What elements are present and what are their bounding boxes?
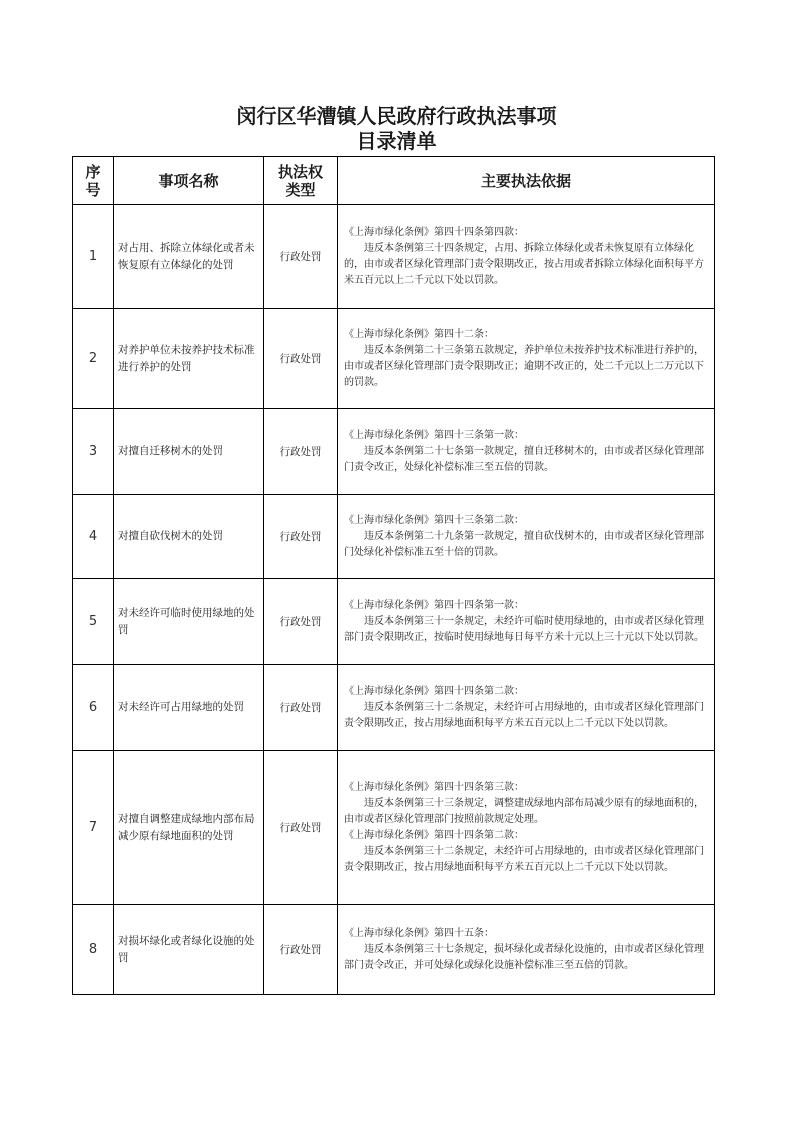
enforcement-type: 行政处罚 [264,309,338,409]
enforcement-type: 行政处罚 [264,905,338,995]
row-index: 4 [73,495,114,579]
basis-article: 《上海市绿化条例》第四十三条第二款： [344,514,524,526]
row-index: 1 [73,205,114,309]
enforcement-items-table [72,156,715,995]
page-title: 闵行区华漕镇人民政府行政执法事项 [236,104,557,128]
basis-text: 违反本条例第三十三条规定，调整建成绿地内部布局减少原有的绿地面积的，由市或者区绿化管理部门按照前款规定处理。 [344,797,704,825]
table-header-row [73,157,715,205]
legal-basis [338,751,715,905]
table-row [73,905,715,995]
basis-text: 违反本条例第二十九条第一款规定，擅自砍伐树木的，由市或者区绿化管理部门处绿化补偿标准五至十倍的罚款。 [344,530,704,558]
row-index: 8 [73,905,114,995]
basis-article: 《上海市绿化条例》第四十四条第二款： [344,829,524,841]
basis-text: 违反本条例第二十七条第一款规定，擅自迁移树木的，由市或者区绿化管理部门责令改正，处绿化补偿标准三至五倍的罚款。 [344,445,704,473]
basis-article: 《上海市绿化条例》第四十四条第四款： [344,226,524,238]
item-name: 对未经许可占用绿地的处罚 [114,665,264,751]
row-index: 5 [73,579,114,665]
table-row [73,495,715,579]
legal-basis [338,205,715,309]
row-index: 7 [73,751,114,905]
header-basis: 主要执法依据 [338,157,715,205]
legal-basis [338,409,715,495]
item-name: 对占用、拆除立体绿化或者未恢复原有立体绿化的处罚 [114,205,264,309]
basis-text: 违反本条例第三十一条规定，未经许可临时使用绿地的，由市或者区绿化管理部门责令限期改正，按临时使用绿地每日每平方米十元以上三十元以下处以罚款。 [344,615,704,643]
table-row [73,751,715,905]
table-row [73,309,715,409]
legal-basis [338,309,715,409]
legal-basis [338,905,715,995]
enforcement-type: 行政处罚 [264,409,338,495]
item-name: 对擅自砍伐树木的处罚 [114,495,264,579]
item-name: 对养护单位未按养护技术标准进行养护的处罚 [114,309,264,409]
table-row [73,665,715,751]
item-name: 对擅自迁移树木的处罚 [114,409,264,495]
basis-text: 违反本条例第三十二条规定，未经许可占用绿地的，由市或者区绿化管理部门责令限期改正，按占用绿地面积每平方米五百元以上二千元以下处以罚款。 [344,701,704,729]
enforcement-type: 行政处罚 [264,495,338,579]
legal-basis [338,495,715,579]
header-name: 事项名称 [114,157,264,205]
basis-text: 违反本条例第三十七条规定，损坏绿化或者绿化设施的，由市或者区绿化管理部门责令改正，并可处绿化或绿化设施补偿标准三至五倍的罚款。 [344,943,704,971]
basis-article: 《上海市绿化条例》第四十三条第一款： [344,429,524,441]
header-type: 执法权类型 [264,157,338,205]
row-index: 2 [73,309,114,409]
enforcement-type: 行政处罚 [264,579,338,665]
item-name: 对损坏绿化或者绿化设施的处罚 [114,905,264,995]
basis-article: 《上海市绿化条例》第四十四条第三款： [344,781,524,793]
basis-article: 《上海市绿化条例》第四十四条第一款： [344,599,524,611]
table-row [73,409,715,495]
basis-article: 《上海市绿化条例》第四十二条： [344,328,494,340]
row-index: 6 [73,665,114,751]
table-row [73,579,715,665]
item-name: 对擅自调整建成绿地内部布局减少原有绿地面积的处罚 [114,751,264,905]
basis-article: 《上海市绿化条例》第四十四条第二款： [344,685,524,697]
page-subtitle: 目录清单 [356,129,437,153]
legal-basis [338,665,715,751]
basis-text: 违反本条例第三十四条规定，占用、拆除立体绿化或者未恢复原有立体绿化的，由市或者区绿化管理部门责令限期改正，按占用或者拆除立体绿化面积每平方米五百元以上二千元以下处以罚款。 [344,242,704,286]
header-index: 序号 [73,157,114,205]
item-name: 对未经许可临时使用绿地的处罚 [114,579,264,665]
row-index: 3 [73,409,114,495]
legal-basis [338,579,715,665]
basis-text: 违反本条例第三十二条规定，未经许可占用绿地的，由市或者区绿化管理部门责令限期改正，按占用绿地面积每平方米五百元以上二千元以下处以罚款。 [344,845,704,873]
basis-text: 违反本条例第二十三条第五款规定，养护单位未按养护技术标准进行养护的，由市或者区绿化管理部门责令限期改正；逾期不改正的，处二千元以上二万元以下的罚款。 [344,344,704,388]
table-row [73,205,715,309]
enforcement-type: 行政处罚 [264,751,338,905]
basis-article: 《上海市绿化条例》第四十五条： [344,927,494,939]
enforcement-type: 行政处罚 [264,665,338,751]
enforcement-type: 行政处罚 [264,205,338,309]
